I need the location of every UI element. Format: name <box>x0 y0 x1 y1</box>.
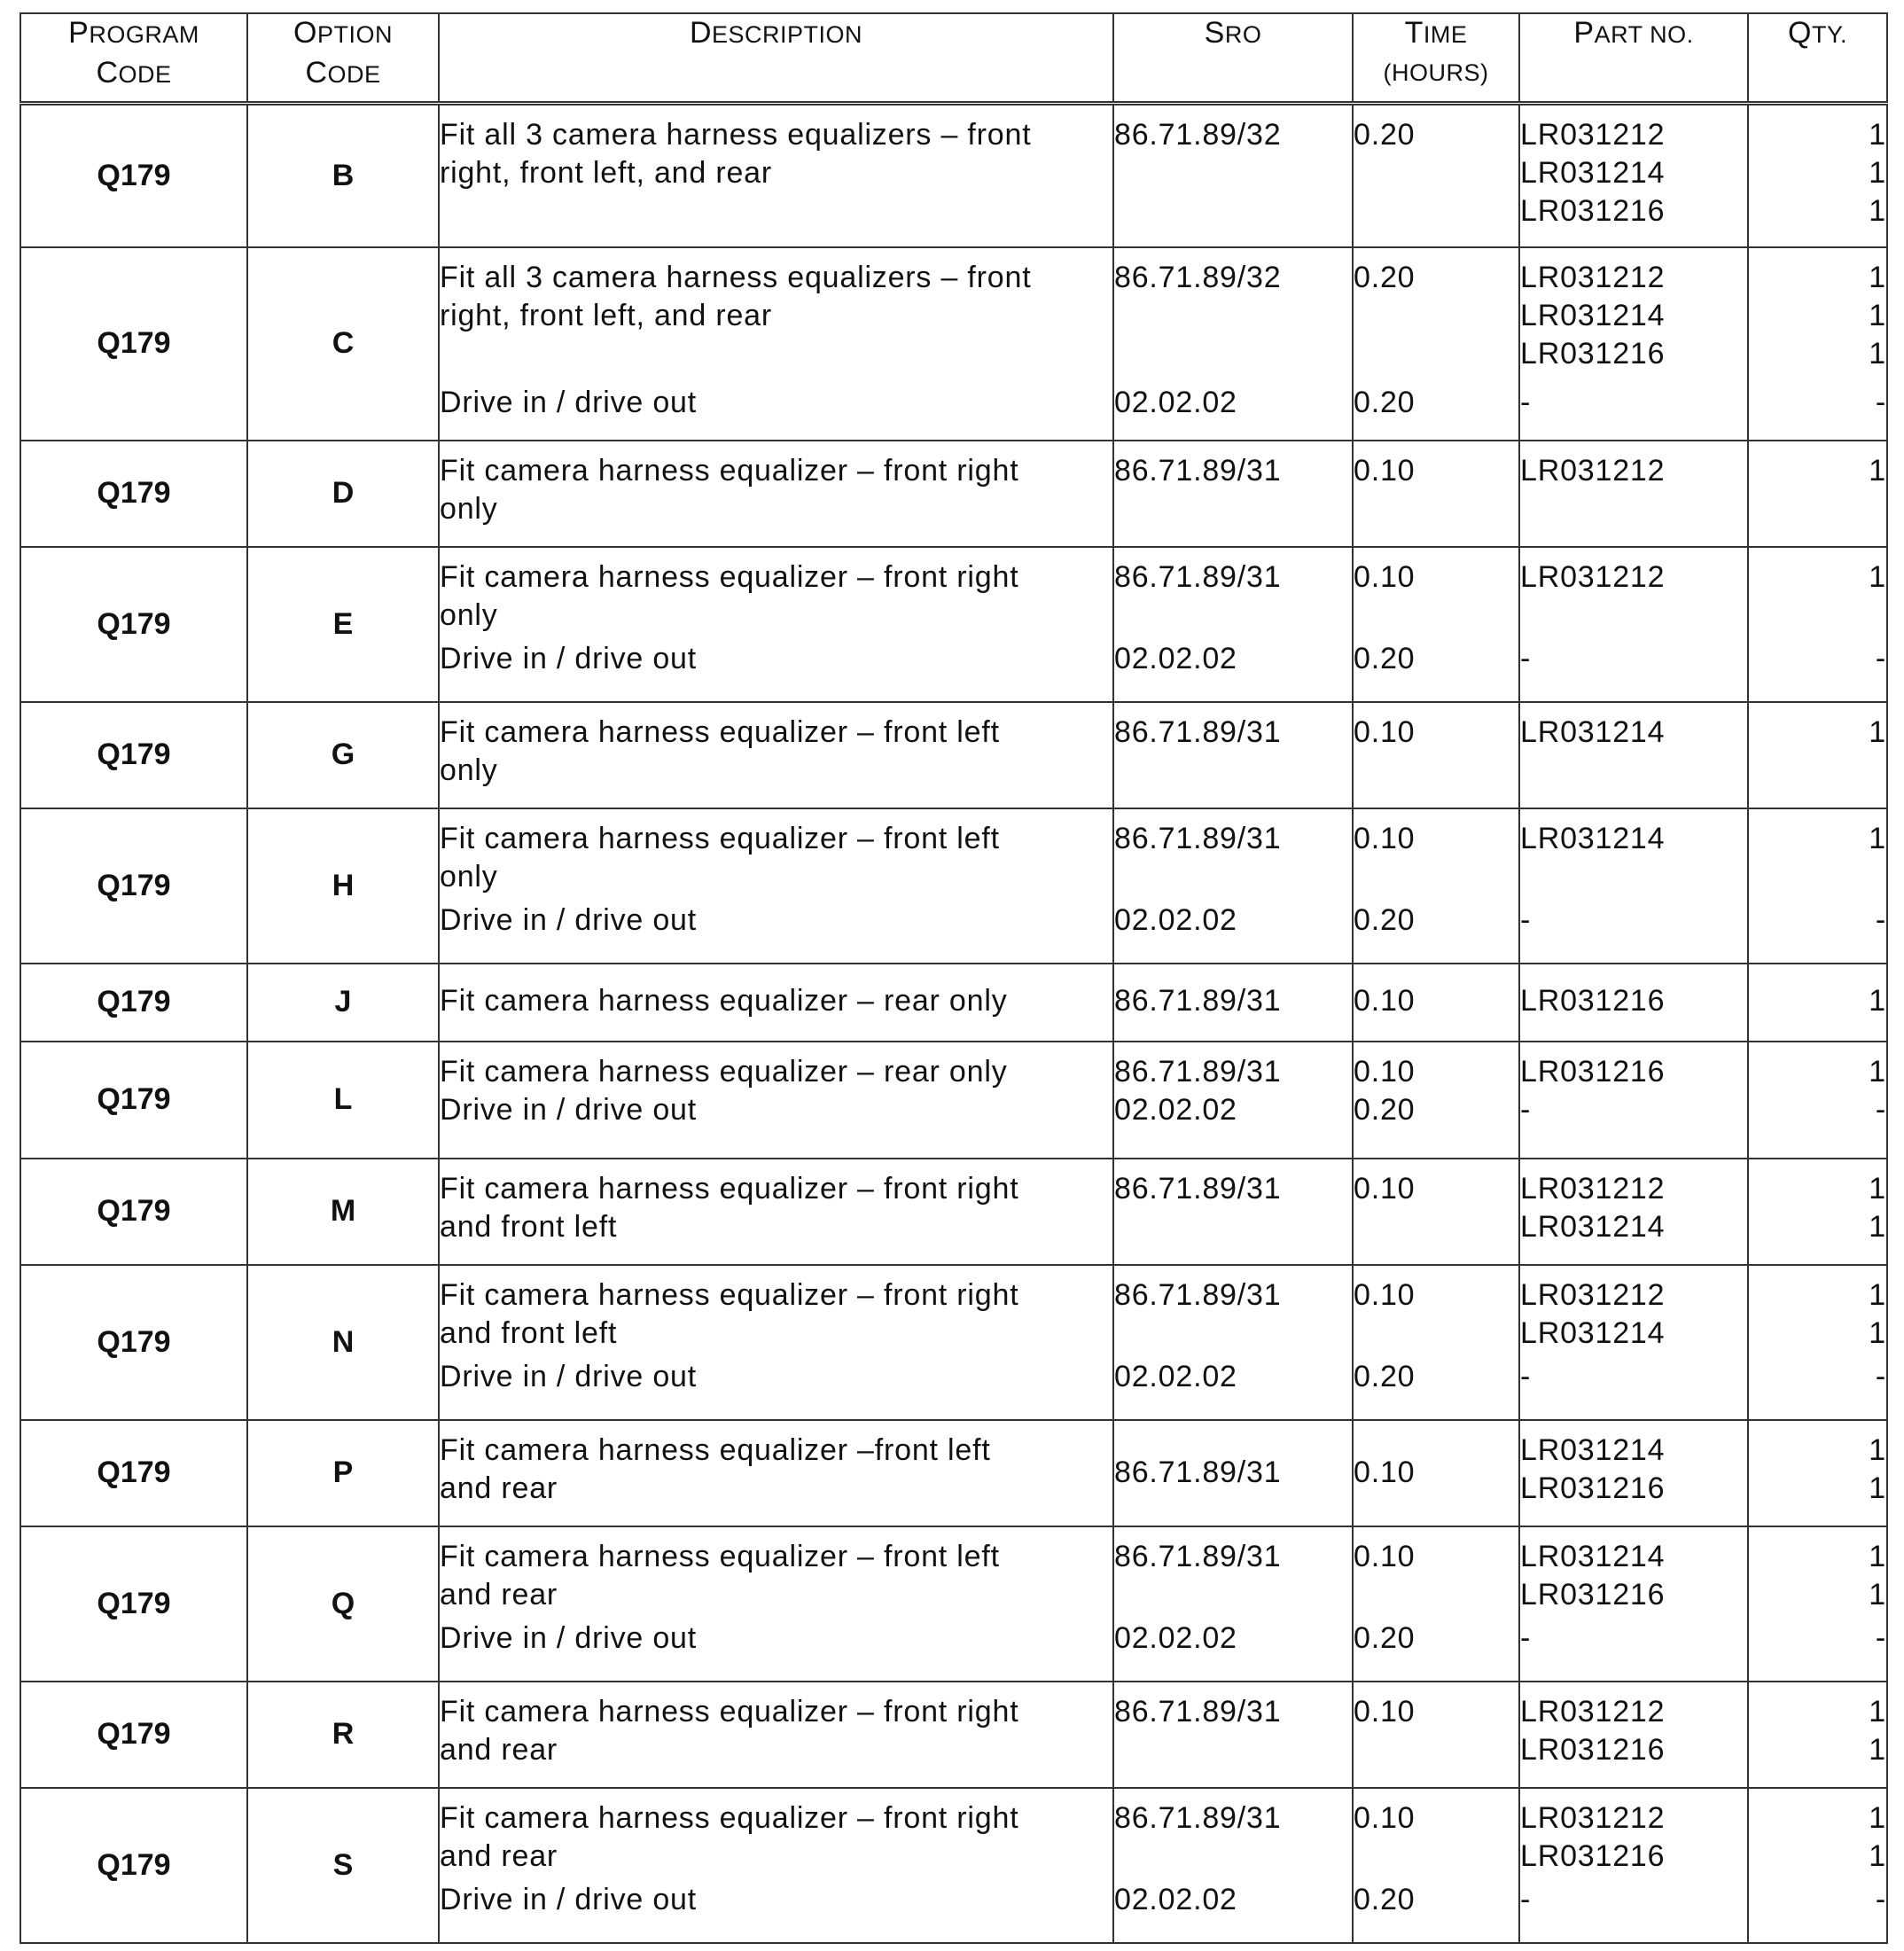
qty-value: 1 <box>1869 1432 1886 1467</box>
description-line: only <box>440 753 498 787</box>
time-cell <box>1353 1526 1519 1682</box>
drive-sro: 02.02.02 <box>1114 902 1237 937</box>
part-no-cell <box>1519 808 1748 964</box>
header-option-code-line2: CODE <box>305 56 381 90</box>
drive-time: 0.20 <box>1354 1882 1416 1916</box>
part-number: LR031216 <box>1520 1054 1666 1089</box>
qty-cell <box>1748 808 1887 964</box>
part-no-cell <box>1519 547 1748 702</box>
program-code-cell: Q179 <box>20 104 247 247</box>
time-cell <box>1353 964 1519 1042</box>
program-code-cell: Q179 <box>20 1159 247 1265</box>
part-number: LR031214 <box>1520 821 1666 855</box>
sro-value: 86.71.89/31 <box>1114 1694 1282 1729</box>
program-code-cell: Q179 <box>20 547 247 702</box>
table-row <box>20 1042 1887 1159</box>
time-value: 0.10 <box>1354 983 1416 1018</box>
time-value: 0.10 <box>1354 1455 1416 1489</box>
drive-time: 0.20 <box>1354 1620 1416 1655</box>
qty-value: 1 <box>1869 714 1886 749</box>
qty-value: 1 <box>1869 194 1886 228</box>
drive-time: 0.20 <box>1354 1359 1416 1393</box>
header-sro-label: SRO <box>1204 16 1262 50</box>
header-program-code-line1: PROGRAM <box>68 16 199 50</box>
option-code-cell: E <box>247 547 439 702</box>
qty-cell <box>1748 1788 1887 1943</box>
drive-part: - <box>1520 1882 1532 1916</box>
table-row <box>20 547 1887 702</box>
program-code-cell: Q179 <box>20 1526 247 1682</box>
qty-value: 1 <box>1869 1471 1886 1505</box>
header-qty <box>1748 13 1887 104</box>
time-value: 0.10 <box>1354 1171 1416 1206</box>
description-line: and rear <box>440 1838 558 1873</box>
program-code-cell: Q179 <box>20 441 247 547</box>
sro-cell <box>1113 104 1353 247</box>
option-code-cell: Q <box>247 1526 439 1682</box>
qty-value: 1 <box>1869 1694 1886 1729</box>
header-time <box>1353 13 1519 104</box>
drive-qty: - <box>1875 641 1886 675</box>
time-cell <box>1353 808 1519 964</box>
description-line: and rear <box>440 1577 558 1612</box>
qty-value: 1 <box>1869 453 1886 488</box>
description-cell <box>439 1526 1113 1682</box>
time-value: 0.10 <box>1354 1539 1416 1573</box>
time-value: 0.20 <box>1354 118 1416 152</box>
qty-value: 1 <box>1869 260 1886 294</box>
sro-cell <box>1113 1420 1353 1526</box>
table-body <box>20 104 1887 1943</box>
option-code-cell: S <box>247 1788 439 1943</box>
sro-value: 86.71.89/31 <box>1114 983 1282 1018</box>
qty-value: 1 <box>1869 1800 1886 1835</box>
qty-cell <box>1748 702 1887 808</box>
time-cell <box>1353 104 1519 247</box>
description-line: Fit camera harness equalizer – rear only <box>440 983 1008 1018</box>
header-row <box>20 13 1887 104</box>
part-no-cell <box>1519 1042 1748 1159</box>
qty-cell <box>1748 1420 1887 1526</box>
description-line: Fit camera harness equalizer – front right <box>440 1800 1019 1835</box>
qty-value: 1 <box>1869 1171 1886 1206</box>
time-cell <box>1353 1042 1519 1159</box>
part-number: LR031212 <box>1520 260 1666 294</box>
qty-value: 1 <box>1869 1277 1886 1312</box>
part-number: LR031214 <box>1520 1315 1666 1350</box>
sro-value: 86.71.89/32 <box>1114 260 1282 294</box>
qty-value: 1 <box>1869 1315 1886 1350</box>
qty-value: 1 <box>1869 298 1886 332</box>
sro-cell <box>1113 1265 1353 1420</box>
qty-value: 1 <box>1869 1209 1886 1244</box>
time-value: 0.10 <box>1354 1277 1416 1312</box>
program-code-cell: Q179 <box>20 964 247 1042</box>
drive-sro: 02.02.02 <box>1114 1092 1237 1127</box>
program-code-cell: Q179 <box>20 1265 247 1420</box>
program-code-cell: Q179 <box>20 1788 247 1943</box>
qty-cell <box>1748 1526 1887 1682</box>
qty-cell <box>1748 1159 1887 1265</box>
sro-cell <box>1113 247 1353 441</box>
qty-value: 1 <box>1869 156 1886 190</box>
drive-time: 0.20 <box>1354 1092 1416 1127</box>
drive-part: - <box>1520 1620 1532 1655</box>
sro-cell <box>1113 964 1353 1042</box>
part-number: LR031214 <box>1520 1539 1666 1573</box>
description-cell <box>439 547 1113 702</box>
part-no-cell <box>1519 1265 1748 1420</box>
drive-part: - <box>1520 385 1532 419</box>
description-line: Fit camera harness equalizer – front right <box>440 1277 1019 1312</box>
qty-value: 1 <box>1869 336 1886 371</box>
description-line: Fit camera harness equalizer – front right <box>440 453 1019 488</box>
header-qty-label: QTY. <box>1788 16 1847 50</box>
table-row <box>20 247 1887 441</box>
part-number: LR031212 <box>1520 1694 1666 1729</box>
qty-value: 1 <box>1869 118 1886 152</box>
part-no-cell <box>1519 1682 1748 1788</box>
part-number: LR031216 <box>1520 336 1666 371</box>
header-part-no <box>1519 13 1748 104</box>
part-number: LR031212 <box>1520 1171 1666 1206</box>
sro-cell <box>1113 1682 1353 1788</box>
part-number: LR031216 <box>1520 1838 1666 1873</box>
time-cell <box>1353 1265 1519 1420</box>
part-no-cell <box>1519 1420 1748 1526</box>
time-value: 0.10 <box>1354 714 1416 749</box>
drive-description: Drive in / drive out <box>440 1620 697 1655</box>
qty-cell <box>1748 1042 1887 1159</box>
description-cell <box>439 1682 1113 1788</box>
description-line: Fit camera harness equalizer – front right <box>440 1694 1019 1729</box>
table-row <box>20 441 1887 547</box>
description-cell <box>439 247 1113 441</box>
table-row <box>20 1159 1887 1265</box>
sro-value: 86.71.89/31 <box>1114 1800 1282 1835</box>
qty-value: 1 <box>1869 1838 1886 1873</box>
option-code-cell: B <box>247 104 439 247</box>
part-no-cell <box>1519 1788 1748 1943</box>
description-cell <box>439 1420 1113 1526</box>
drive-description: Drive in / drive out <box>440 1882 697 1916</box>
part-no-cell <box>1519 702 1748 808</box>
sro-value: 86.71.89/31 <box>1114 1054 1282 1089</box>
part-number: LR031212 <box>1520 118 1666 152</box>
part-number: LR031212 <box>1520 453 1666 488</box>
drive-time: 0.20 <box>1354 641 1416 675</box>
time-value: 0.10 <box>1354 1800 1416 1835</box>
part-no-cell <box>1519 104 1748 247</box>
description-line: Fit all 3 camera harness equalizers – front <box>440 260 1032 294</box>
sro-cell <box>1113 547 1353 702</box>
option-code-cell: H <box>247 808 439 964</box>
time-value: 0.10 <box>1354 821 1416 855</box>
drive-time: 0.20 <box>1354 385 1416 419</box>
part-number: LR031214 <box>1520 298 1666 332</box>
qty-cell <box>1748 964 1887 1042</box>
part-number: LR031212 <box>1520 1800 1666 1835</box>
part-number: LR031216 <box>1520 1577 1666 1612</box>
qty-cell <box>1748 547 1887 702</box>
table-row <box>20 1526 1887 1682</box>
description-line: Fit camera harness equalizer – front left <box>440 714 1000 749</box>
header-option-code <box>247 13 439 104</box>
time-value: 0.20 <box>1354 260 1416 294</box>
header-sro <box>1113 13 1353 104</box>
part-number: LR031214 <box>1520 1209 1666 1244</box>
sro-cell <box>1113 702 1353 808</box>
drive-qty: - <box>1875 1092 1886 1127</box>
option-code-cell: R <box>247 1682 439 1788</box>
table-row <box>20 808 1887 964</box>
time-cell <box>1353 1682 1519 1788</box>
time-cell <box>1353 1159 1519 1265</box>
header-time-line2: (HOURS) <box>1383 59 1489 86</box>
header-part-no-label: PART NO. <box>1573 16 1694 50</box>
drive-sro: 02.02.02 <box>1114 1359 1237 1393</box>
description-line: Fit camera harness equalizer – front right <box>440 1171 1019 1206</box>
description-line: Fit camera harness equalizer – front left <box>440 821 1000 855</box>
drive-part: - <box>1520 1092 1532 1127</box>
part-no-cell <box>1519 441 1748 547</box>
time-value: 0.10 <box>1354 1054 1416 1089</box>
option-code-cell: M <box>247 1159 439 1265</box>
option-code-cell: C <box>247 247 439 441</box>
drive-qty: - <box>1875 1882 1886 1916</box>
option-code-cell: L <box>247 1042 439 1159</box>
sro-value: 86.71.89/31 <box>1114 1455 1282 1489</box>
time-value: 0.10 <box>1354 453 1416 488</box>
sro-value: 86.71.89/31 <box>1114 1277 1282 1312</box>
sro-value: 86.71.89/31 <box>1114 1539 1282 1573</box>
table-row <box>20 1682 1887 1788</box>
drive-description: Drive in / drive out <box>440 385 697 419</box>
description-cell <box>439 808 1113 964</box>
description-line: only <box>440 491 498 526</box>
qty-value: 1 <box>1869 1577 1886 1612</box>
drive-sro: 02.02.02 <box>1114 1620 1237 1655</box>
description-line: Fit camera harness equalizer – rear only <box>440 1054 1008 1089</box>
program-code-cell: Q179 <box>20 1682 247 1788</box>
option-code-cell: J <box>247 964 439 1042</box>
description-line: and front left <box>440 1209 618 1244</box>
description-line: right, front left, and rear <box>440 156 772 190</box>
part-number: LR031216 <box>1520 194 1666 228</box>
part-no-cell <box>1519 1159 1748 1265</box>
sro-value: 86.71.89/31 <box>1114 1171 1282 1206</box>
part-number: LR031212 <box>1520 559 1666 594</box>
time-cell <box>1353 247 1519 441</box>
part-no-cell <box>1519 247 1748 441</box>
program-code-cell: Q179 <box>20 702 247 808</box>
part-number: LR031214 <box>1520 156 1666 190</box>
description-cell <box>439 104 1113 247</box>
drive-time: 0.20 <box>1354 902 1416 937</box>
qty-cell <box>1748 1682 1887 1788</box>
time-value: 0.10 <box>1354 559 1416 594</box>
header-description-label: DESCRIPTION <box>689 16 863 50</box>
table-row <box>20 1420 1887 1526</box>
parts-table <box>20 12 1888 1944</box>
option-code-cell: G <box>247 702 439 808</box>
header-time-line1: TIME <box>1404 16 1468 50</box>
program-code-cell: Q179 <box>20 808 247 964</box>
drive-part: - <box>1520 902 1532 937</box>
qty-value: 1 <box>1869 559 1886 594</box>
drive-qty: - <box>1875 1359 1886 1393</box>
description-line: and rear <box>440 1471 558 1505</box>
qty-value: 1 <box>1869 1539 1886 1573</box>
drive-sro: 02.02.02 <box>1114 641 1237 675</box>
sro-cell <box>1113 1042 1353 1159</box>
qty-cell <box>1748 104 1887 247</box>
part-no-cell <box>1519 964 1748 1042</box>
part-number: LR031214 <box>1520 714 1666 749</box>
time-cell <box>1353 1788 1519 1943</box>
program-code-cell: Q179 <box>20 247 247 441</box>
drive-qty: - <box>1875 902 1886 937</box>
table-row <box>20 104 1887 247</box>
drive-description: Drive in / drive out <box>440 902 697 937</box>
part-number: LR031212 <box>1520 1277 1666 1312</box>
part-number: LR031216 <box>1520 1732 1666 1767</box>
qty-value: 1 <box>1869 821 1886 855</box>
sro-cell <box>1113 1526 1353 1682</box>
sro-value: 86.71.89/31 <box>1114 821 1282 855</box>
table-row <box>20 1265 1887 1420</box>
sro-value: 86.71.89/31 <box>1114 714 1282 749</box>
drive-part: - <box>1520 1359 1532 1393</box>
qty-cell <box>1748 247 1887 441</box>
sro-cell <box>1113 1159 1353 1265</box>
option-code-cell: N <box>247 1265 439 1420</box>
drive-description: Drive in / drive out <box>440 641 697 675</box>
time-cell <box>1353 1420 1519 1526</box>
description-cell <box>439 1788 1113 1943</box>
program-code-cell: Q179 <box>20 1042 247 1159</box>
header-option-code-line1: OPTION <box>293 16 393 50</box>
option-code-cell: D <box>247 441 439 547</box>
description-cell <box>439 441 1113 547</box>
time-cell <box>1353 547 1519 702</box>
sro-value: 86.71.89/32 <box>1114 118 1282 152</box>
drive-qty: - <box>1875 385 1886 419</box>
description-line: Fit camera harness equalizer –front left <box>440 1432 991 1467</box>
time-cell <box>1353 702 1519 808</box>
time-value: 0.10 <box>1354 1694 1416 1729</box>
part-number: LR031216 <box>1520 1471 1666 1505</box>
sro-value: 86.71.89/31 <box>1114 559 1282 594</box>
description-line: only <box>440 859 498 894</box>
description-line: only <box>440 597 498 632</box>
part-no-cell <box>1519 1526 1748 1682</box>
sro-value: 86.71.89/31 <box>1114 453 1282 488</box>
drive-part: - <box>1520 641 1532 675</box>
drive-description: Drive in / drive out <box>440 1092 697 1127</box>
option-code-cell: P <box>247 1420 439 1526</box>
table-row <box>20 702 1887 808</box>
description-cell <box>439 702 1113 808</box>
sro-cell <box>1113 441 1353 547</box>
description-cell <box>439 964 1113 1042</box>
time-cell <box>1353 441 1519 547</box>
drive-sro: 02.02.02 <box>1114 385 1237 419</box>
description-line: right, front left, and rear <box>440 298 772 332</box>
description-cell <box>439 1042 1113 1159</box>
qty-cell <box>1748 441 1887 547</box>
description-line: Fit camera harness equalizer – front left <box>440 1539 1000 1573</box>
qty-cell <box>1748 1265 1887 1420</box>
qty-value: 1 <box>1869 983 1886 1018</box>
drive-sro: 02.02.02 <box>1114 1882 1237 1916</box>
part-number: LR031214 <box>1520 1432 1666 1467</box>
table-row <box>20 964 1887 1042</box>
description-line: Fit all 3 camera harness equalizers – front <box>440 118 1032 152</box>
description-cell <box>439 1265 1113 1420</box>
table-row <box>20 1788 1887 1943</box>
drive-qty: - <box>1875 1620 1886 1655</box>
description-line: Fit camera harness equalizer – front right <box>440 559 1019 594</box>
qty-value: 1 <box>1869 1732 1886 1767</box>
drive-description: Drive in / drive out <box>440 1359 697 1393</box>
header-description <box>439 13 1113 104</box>
description-line: and front left <box>440 1315 618 1350</box>
sro-cell <box>1113 808 1353 964</box>
part-number: LR031216 <box>1520 983 1666 1018</box>
description-line: and rear <box>440 1732 558 1767</box>
qty-value: 1 <box>1869 1054 1886 1089</box>
header-program-code-line2: CODE <box>96 56 172 90</box>
sro-cell <box>1113 1788 1353 1943</box>
header-program-code <box>20 13 247 104</box>
program-code-cell: Q179 <box>20 1420 247 1526</box>
description-cell <box>439 1159 1113 1265</box>
